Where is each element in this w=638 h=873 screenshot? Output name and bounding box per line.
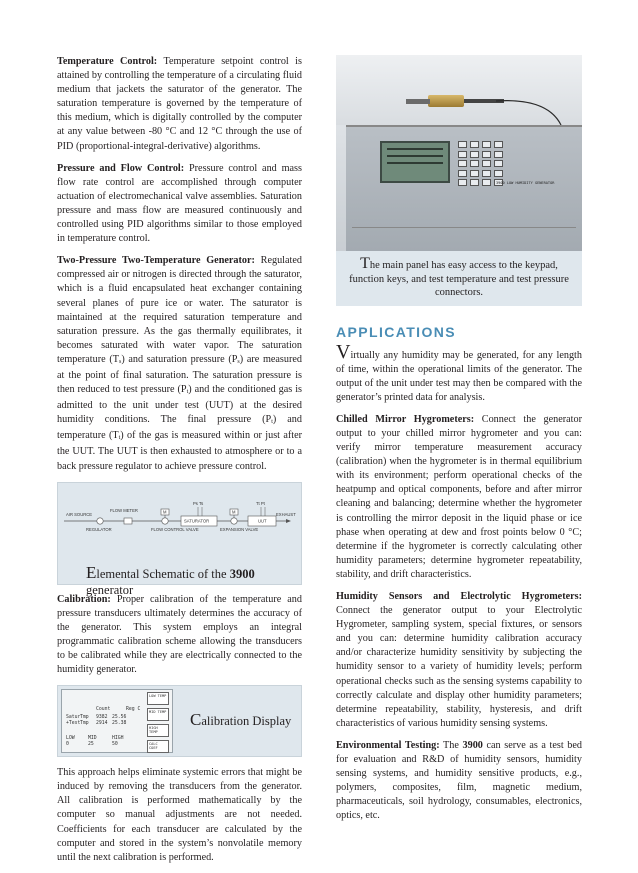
saturator-label: SATURATOR <box>184 518 210 524</box>
two-pressure-text: ) are measured at the point of final saturation. The saturation pressure is then reduced to test pressure (P <box>57 353 302 396</box>
calibration-row-satur <box>66 715 146 720</box>
flow-meter-symbol <box>124 518 132 524</box>
calibration-cell: 50 <box>112 742 118 748</box>
left-column <box>57 55 302 873</box>
expansion-valve-label: EXPANSION VALVE <box>220 526 259 532</box>
motor-label: M <box>232 509 236 515</box>
two-pressure-text: ) and the conditioned gas is admitted to the unit under test (UUT) at the desired humidity conditions. The final pressure (P <box>57 384 302 426</box>
keypad-key[interactable] <box>494 160 503 167</box>
keypad-key[interactable] <box>470 151 479 158</box>
caption-initial: T <box>360 255 370 272</box>
regulator-label: REGULATOR <box>86 526 112 532</box>
expansion-valve-symbol <box>231 517 237 523</box>
temperature-control-heading: Temperature Control: <box>57 56 158 67</box>
pressure-flow-heading: Pressure and Flow Control: <box>57 162 185 174</box>
flow-control-valve-symbol <box>162 517 168 523</box>
schematic-diagram <box>58 483 301 553</box>
keypad-key[interactable] <box>470 160 479 167</box>
calibration-cell: 2914 <box>96 721 108 727</box>
humidity-sensors-text: Connect the generator output to your Electrolytic Hygrometer, sampling system, special fixtures, or sensors and you can: determine humidity calibration accuracy and/or characterize humidity sensitivity by subjecting the humidity sensor to a variety of humidity levels; perform operational checks such as the sensing systems capability to correctly calculate and display other humidity parameters; determine repeatability, stability, hysteresis, and drift characteristics of various humidity sensing systems. <box>336 605 582 729</box>
motor-label: M <box>163 509 167 515</box>
calibration-screen <box>61 689 173 753</box>
photo-caption <box>336 251 582 306</box>
caption-text: generator <box>86 582 134 597</box>
calibration-side-button[interactable]: HIGH TEMP <box>147 724 169 737</box>
ps-ts-label: Ps Ts <box>193 500 204 506</box>
keypad-key[interactable] <box>494 141 503 148</box>
calibration-text: Proper calibration of the temperature and pressure transducers ultimately determines the accuracy of the generator. This system employs an integral programmatic calibration scheme allowing the transducers to be calibrated while they are electrically connected to the humidity generator. <box>57 593 302 676</box>
uut-label: UUT <box>258 518 267 524</box>
keypad-key[interactable] <box>470 179 479 186</box>
calibration-paragraph <box>57 593 302 678</box>
caption-text: lemental Schematic of the <box>96 566 230 581</box>
regulator-symbol <box>97 517 103 523</box>
keypad-key[interactable] <box>470 141 479 148</box>
keypad-key[interactable] <box>458 160 467 167</box>
reg-label: Reg C <box>126 707 141 713</box>
calibration-cell: Tmp <box>80 721 89 727</box>
dropcap-initial: V <box>336 340 351 363</box>
chilled-mirror-paragraph <box>336 413 582 582</box>
calibration-cell: 25.38 <box>112 721 127 727</box>
calibration-row-test <box>66 721 146 726</box>
keypad-key[interactable] <box>482 160 491 167</box>
two-pressure-heading: Two-Pressure Two-Temperature Generator: <box>57 255 255 267</box>
keypad-key[interactable] <box>482 170 491 177</box>
calibration-cell: 0 <box>66 742 69 748</box>
calibration-caption <box>190 710 291 730</box>
flow-meter-label: FLOW METER <box>110 507 138 513</box>
keypad-key[interactable] <box>458 170 467 177</box>
two-pressure-text: ) of the gas is measured within or just after the UUT. The UUT is then exhausted to atmosphere or to a back pressure regulator to achieve pressure control. <box>57 430 302 472</box>
subscript: s <box>118 358 122 365</box>
keypad-key[interactable] <box>458 141 467 148</box>
keypad-key[interactable] <box>482 141 491 148</box>
subscript: t <box>186 389 189 396</box>
caption-initial: C <box>190 710 202 730</box>
lcd-screen <box>380 141 450 183</box>
environmental-text: The <box>439 739 463 751</box>
schematic-caption <box>86 563 301 598</box>
caption-text: he main panel has easy access to the keypad, function keys, and test temperature and test pressure connectors. <box>349 260 569 298</box>
calibration-display-figure <box>57 685 302 757</box>
environmental-model: 3900 <box>462 739 483 751</box>
calibration-heading: Calibration: <box>57 593 111 605</box>
calibration-cell: Satur <box>66 715 81 721</box>
calibration-side-buttons <box>147 692 169 756</box>
keypad-key[interactable] <box>470 170 479 177</box>
calibration-side-button[interactable]: LOW TEMP <box>147 692 169 705</box>
subscript: s <box>237 358 240 365</box>
caption-model: 3900 <box>229 566 255 581</box>
chilled-mirror-heading: Chilled Mirror Hygrometers: <box>336 413 475 425</box>
air-source-label: AIR SOURCE <box>66 511 93 517</box>
temperature-control-paragraph <box>57 55 302 154</box>
cable-graphic <box>336 55 582 135</box>
calibration-cell: HIGH <box>112 736 124 742</box>
two-pressure-text: Regulated compressed air or nitrogen is directed through the saturator, which is a fluid encapsulated heat exchanger containing several planes of pure ice or water. The saturator is maintained at the required saturation temperature and saturation pressure. As the gas thermally equilibrates, it becomes saturated with water vapor. The saturation temperature (T <box>57 255 302 365</box>
schematic-figure <box>57 482 302 597</box>
tt-pt-label: Tt Pt <box>256 500 265 506</box>
humidity-sensors-paragraph <box>336 590 582 731</box>
calibration-cell: MID <box>88 736 97 742</box>
front-panel <box>346 125 582 251</box>
two-pressure-paragraph <box>57 254 302 473</box>
keypad-key[interactable] <box>482 179 491 186</box>
calibration-cell: +Test <box>66 721 81 727</box>
pressure-flow-text: Pressure control and mass flow rate control are accomplished through computer actuation of electromechanical valve assemblies. Saturation pressure and mass flow are measured continuously and controlled using PID algorithms similar to those employed in temperature control. <box>57 162 302 245</box>
calibration-range-values <box>66 742 146 747</box>
chilled-mirror-text: Connect the generator output to your chilled mirror hygrometer and you can: verify mirror temperature measurement accuracy (calibration) when the hygrometer is in thermal equilibrium with its environment; perform operational checks of the heatpump and optical components, before and after mirror cleaning and balancing; determine whether the hygrometer is controlling the mirror deposit in the liquid phase or ice phase when operating at dew and frost points below 0 °C; determine if the hygrometer is correctly calculating other humidity parameters; determine hygrometer repeatability, stability, and drift characteristics. <box>336 413 582 580</box>
calibration-side-button[interactable]: CALC COEF <box>147 740 169 753</box>
calibration-cell: Tmp <box>80 715 89 721</box>
subscript: t <box>118 435 121 442</box>
two-pressure-text: ) and temperature (T <box>57 414 302 442</box>
intro-text: irtually any humidity may be generated, for any length of time, within the operational limits of the generator. The output of the unit under test may then be compared with the generator’s printed data for analysis. <box>336 349 582 403</box>
approach-paragraph: This approach helps eliminate systemic errors that might be induced by removing the transducers from the generator. All calibration is performed mathematically by the computer so manual adjustments are not needed. Coefficients for each transducer are calculated by the computer and stored in the system’s nonvolatile memory until the next calibration is performed. <box>57 767 302 863</box>
generator-photo <box>336 55 582 251</box>
count-label: Count <box>96 707 111 713</box>
environmental-heading: Environmental Testing: <box>336 739 440 751</box>
calibration-cell: LOW <box>66 736 75 742</box>
two-pressure-text: ) and saturation pressure (P <box>121 353 238 365</box>
caption-initial: E <box>86 562 97 582</box>
keypad-key[interactable] <box>458 179 467 186</box>
environmental-text: can serve as a test bed for evaluation and R&D of humidity sensors, humidity sensing systems, and humidity sensitive products, e.g., polymers, composites, film, magnetic medium, pharmaceuticals, soil hydrology, consumables, electronics, optics, etc. <box>336 739 583 822</box>
keypad-key[interactable] <box>494 151 503 158</box>
subscript: t <box>271 419 273 426</box>
keypad-key[interactable] <box>458 151 467 158</box>
flow-control-valve-label: FLOW CONTROL VALVE <box>151 526 199 532</box>
applications-intro <box>336 340 582 405</box>
humidity-sensors-heading: Humidity Sensors and Electrolytic Hygrometers: <box>336 591 582 602</box>
calibration-cell: 25 <box>88 742 94 748</box>
keypad-key[interactable] <box>494 170 503 177</box>
calibration-range-labels <box>66 736 146 741</box>
applications-title: APPLICATIONS <box>336 323 456 340</box>
environmental-paragraph <box>336 739 582 824</box>
keypad-key[interactable] <box>482 151 491 158</box>
calibration-side-button[interactable]: MID TEMP <box>147 708 169 721</box>
exhaust-label: EXHAUST <box>276 511 296 517</box>
temperature-control-text: Temperature setpoint control is attained by controlling the temperature of a circulating fluid medium that jackets the saturator of the generator. The saturation temperature is governed by the temperature of this medium, which is digitally controlled by the computer at any value between -80 °C and 12 °C through the use of PID (proportional-integral-derivative) algorithms. <box>57 56 302 152</box>
right-column <box>336 55 582 832</box>
panel-label: 3900 LOW HUMIDITY GENERATOR <box>496 181 555 185</box>
pressure-flow-paragraph <box>57 162 302 247</box>
calibration-cell: 25.56 <box>112 715 127 721</box>
calibration-cell: 9382 <box>96 715 108 721</box>
caption-text: alibration Display <box>201 714 292 729</box>
